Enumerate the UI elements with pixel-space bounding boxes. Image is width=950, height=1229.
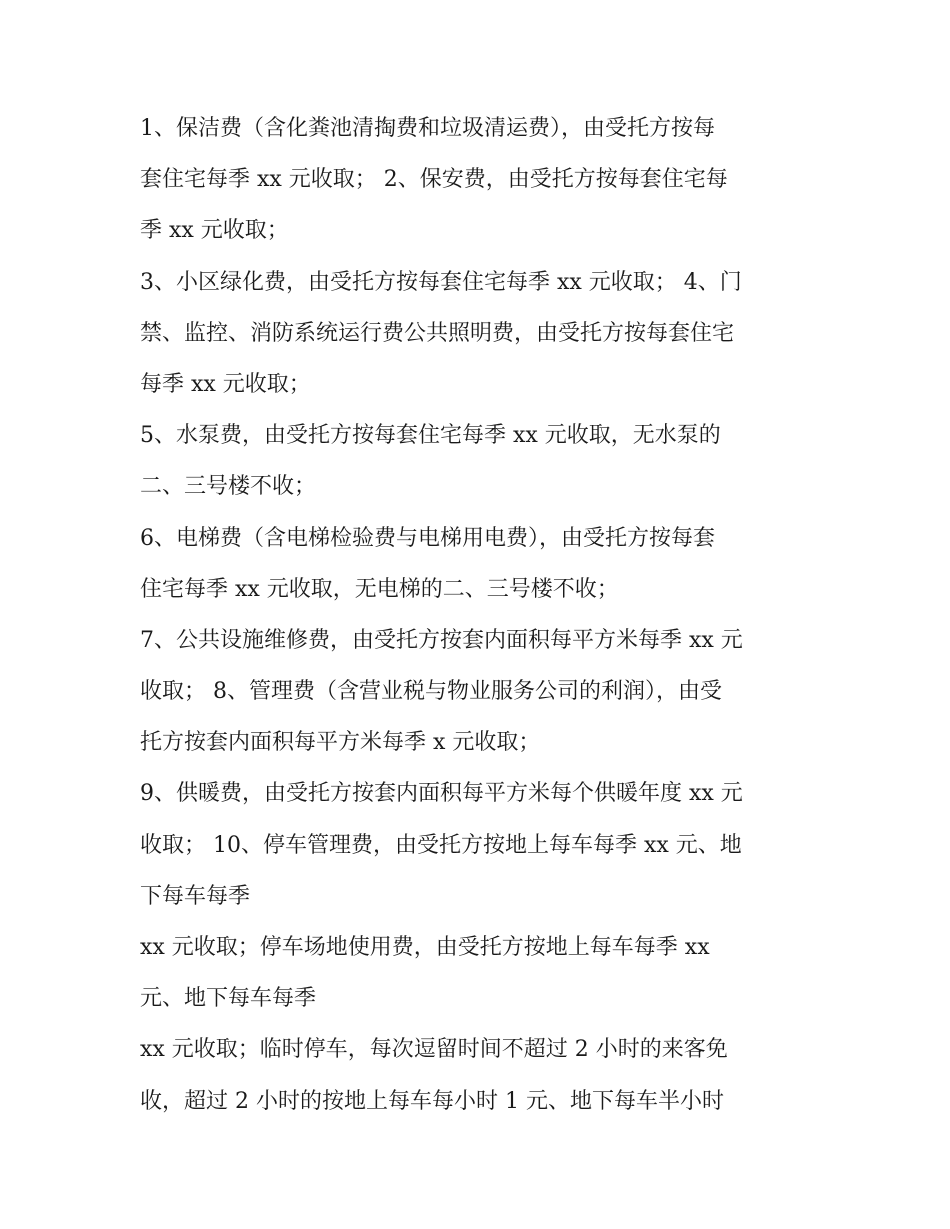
text-line: xx 元收取；临时停车，每次逗留时间不超过 2 小时的来客免 [140,1037,728,1063]
text-line: 收，超过 2 小时的按地上每车每小时 1 元、地下每车半小时 [140,1088,724,1114]
text-line: 收取； 10、停车管理费，由受托方按地上每车每季 xx 元、地 [140,832,742,858]
text-line: 7、公共设施维修费，由受托方按套内面积每平方米每季 xx 元 [140,627,743,653]
text-line: 套住宅每季 xx 元收取； 2、保安费，由受托方按每套住宅每 [140,167,728,193]
text-line: 季 xx 元收取； [140,218,289,244]
text-line: 收取； 8、管理费（含营业税与物业服务公司的利润），由受 [140,679,722,705]
text-line: xx 元收取；停车场地使用费，由受托方按地上每车每季 xx [140,935,710,960]
text-line: 托方按套内面积每平方米每季 x 元收取； [140,730,541,756]
text-line: 5、水泵费，由受托方按每套住宅每季 xx 元收取，无水泵的 [140,423,721,449]
text-line: 6、电梯费（含电梯检验费与电梯用电费），由受托方按每套 [140,525,715,551]
text-line: 二、三号楼不收； [140,474,317,500]
text-line: 1、保洁费（含化粪池清掏费和垃圾清运费），由受托方按每 [140,116,715,141]
text-line: 每季 xx 元收取； [140,371,311,397]
text-line: 禁、监控、消防系统运行费公共照明费，由受托方按每套住宅 [140,320,735,346]
text-line: 9、供暖费，由受托方按套内面积每平方米每个供暖年度 xx 元 [140,781,743,807]
document-body [140,103,830,1127]
text-line: 下每车每季 [140,883,251,909]
text-line: 3、小区绿化费，由受托方按每套住宅每季 xx 元收取； 4、门 [140,269,742,295]
text-line: 元、地下每车每季 [140,986,317,1012]
text-line: 住宅每季 xx 元收取，无电梯的二、三号楼不收； [140,576,619,602]
